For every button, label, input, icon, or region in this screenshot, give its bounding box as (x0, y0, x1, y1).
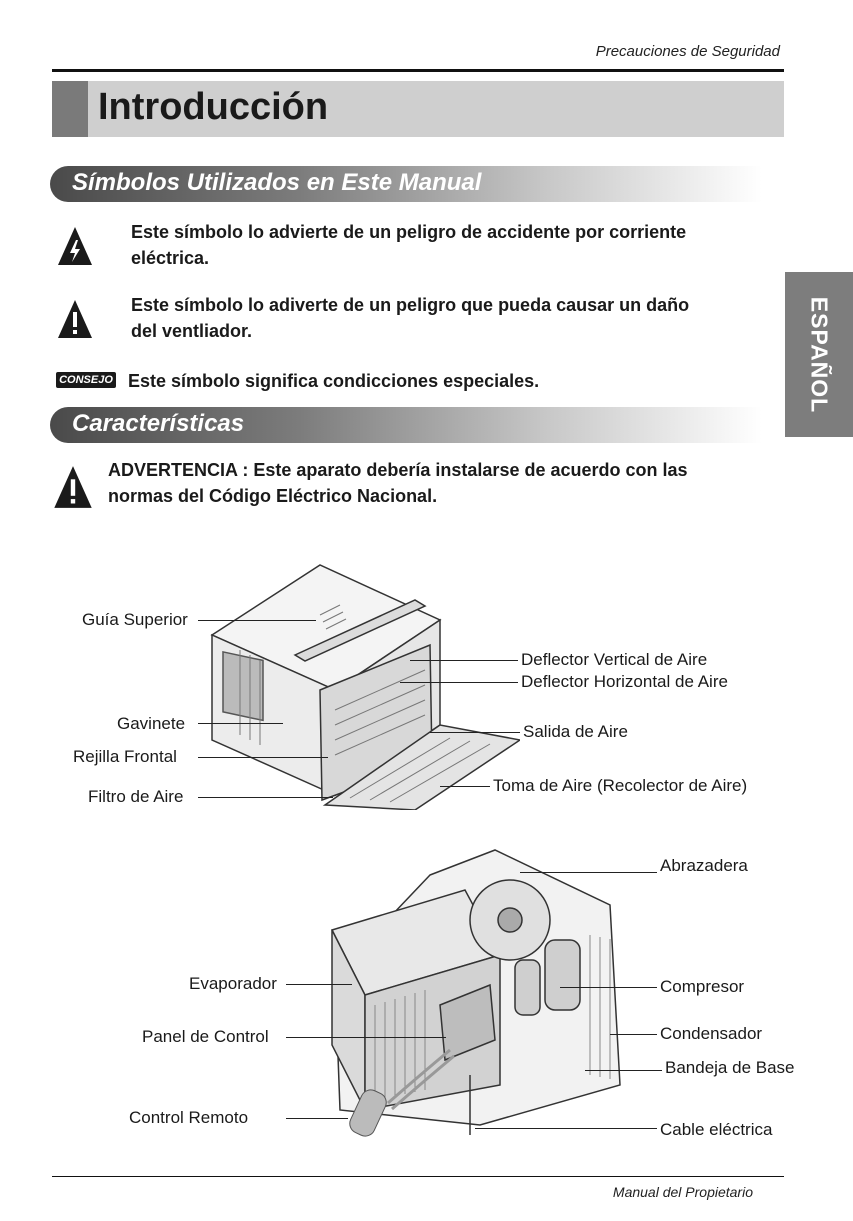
callout-compresor (560, 987, 657, 988)
title-tab (52, 81, 88, 137)
header-rule (52, 69, 784, 72)
label-control-remoto: Control Remoto (129, 1108, 249, 1127)
callout-salida (430, 732, 520, 733)
language-tab-label: ESPAÑOL (806, 296, 833, 413)
callout-panel (286, 1037, 446, 1038)
symbol-electric-line1: Este símbolo lo advierte de un peligro de accidente por corriente (131, 222, 687, 242)
callout-condensador (610, 1034, 657, 1035)
callout-abrazadera (520, 872, 657, 873)
label-bandeja-base: Bandeja de Base (665, 1058, 795, 1077)
air-conditioner-internal-illustration (320, 845, 640, 1145)
symbol-caution-line1: Este símbolo lo adiverte de un peligro que pueda causar un daño (131, 295, 690, 315)
electric-warning-icon (57, 226, 93, 266)
label-evaporador: Evaporador (189, 974, 277, 993)
page-title: Introducción (98, 86, 329, 128)
callout-toma (440, 786, 490, 787)
callout-deflector-horizontal (400, 682, 518, 683)
symbol-tip-text: Este símbolo significa condicciones especiales. (128, 371, 540, 391)
label-condensador: Condensador (660, 1024, 763, 1043)
label-filtro-aire: Filtro de Aire (88, 787, 184, 806)
label-abrazadera: Abrazadera (660, 856, 748, 875)
caution-warning-icon (53, 465, 93, 509)
running-head: Precauciones de Seguridad (595, 43, 780, 60)
label-compresor: Compresor (660, 977, 745, 996)
label-guia-superior: Guía Superior (82, 610, 188, 629)
label-toma-aire: Toma de Aire (Recolector de Aire) (493, 776, 748, 795)
symbol-electric-line2: eléctrica. (131, 248, 210, 268)
caution-warning-icon (57, 299, 93, 339)
air-conditioner-front-illustration (200, 560, 520, 810)
footer-text: Manual del Propietario (612, 1184, 753, 1200)
section-heading-features: Características (72, 410, 245, 437)
callout-evaporador (286, 984, 352, 985)
language-tab (785, 272, 853, 437)
callout-rejilla (198, 757, 328, 758)
features-warning-line2: normas del Código Eléctrico Nacional. (108, 486, 438, 506)
footer-rule (52, 1176, 784, 1177)
callout-gavinete (198, 723, 283, 724)
callout-control-remoto (286, 1118, 348, 1119)
callout-deflector-vertical (410, 660, 518, 661)
label-deflector-horizontal: Deflector Horizontal de Aire (521, 672, 728, 691)
label-cable-electrica: Cable eléctrica (660, 1120, 773, 1139)
consejo-badge: CONSEJO (56, 372, 116, 388)
label-salida-aire: Salida de Aire (523, 722, 628, 741)
label-panel-control: Panel de Control (142, 1027, 269, 1046)
features-warning-line1: ADVERTENCIA : Este aparato debería instalarse de acuerdo con las (108, 460, 688, 480)
callout-cable (475, 1128, 657, 1129)
label-deflector-vertical: Deflector Vertical de Aire (521, 650, 708, 669)
label-gavinete: Gavinete (117, 714, 186, 733)
callout-guia (198, 620, 316, 621)
label-rejilla-frontal: Rejilla Frontal (73, 747, 177, 766)
callout-bandeja (585, 1070, 662, 1071)
section-heading-symbols: Símbolos Utilizados en Este Manual (72, 169, 482, 196)
callout-filtro (198, 797, 333, 798)
symbol-caution-line2: del ventliador. (131, 321, 253, 341)
